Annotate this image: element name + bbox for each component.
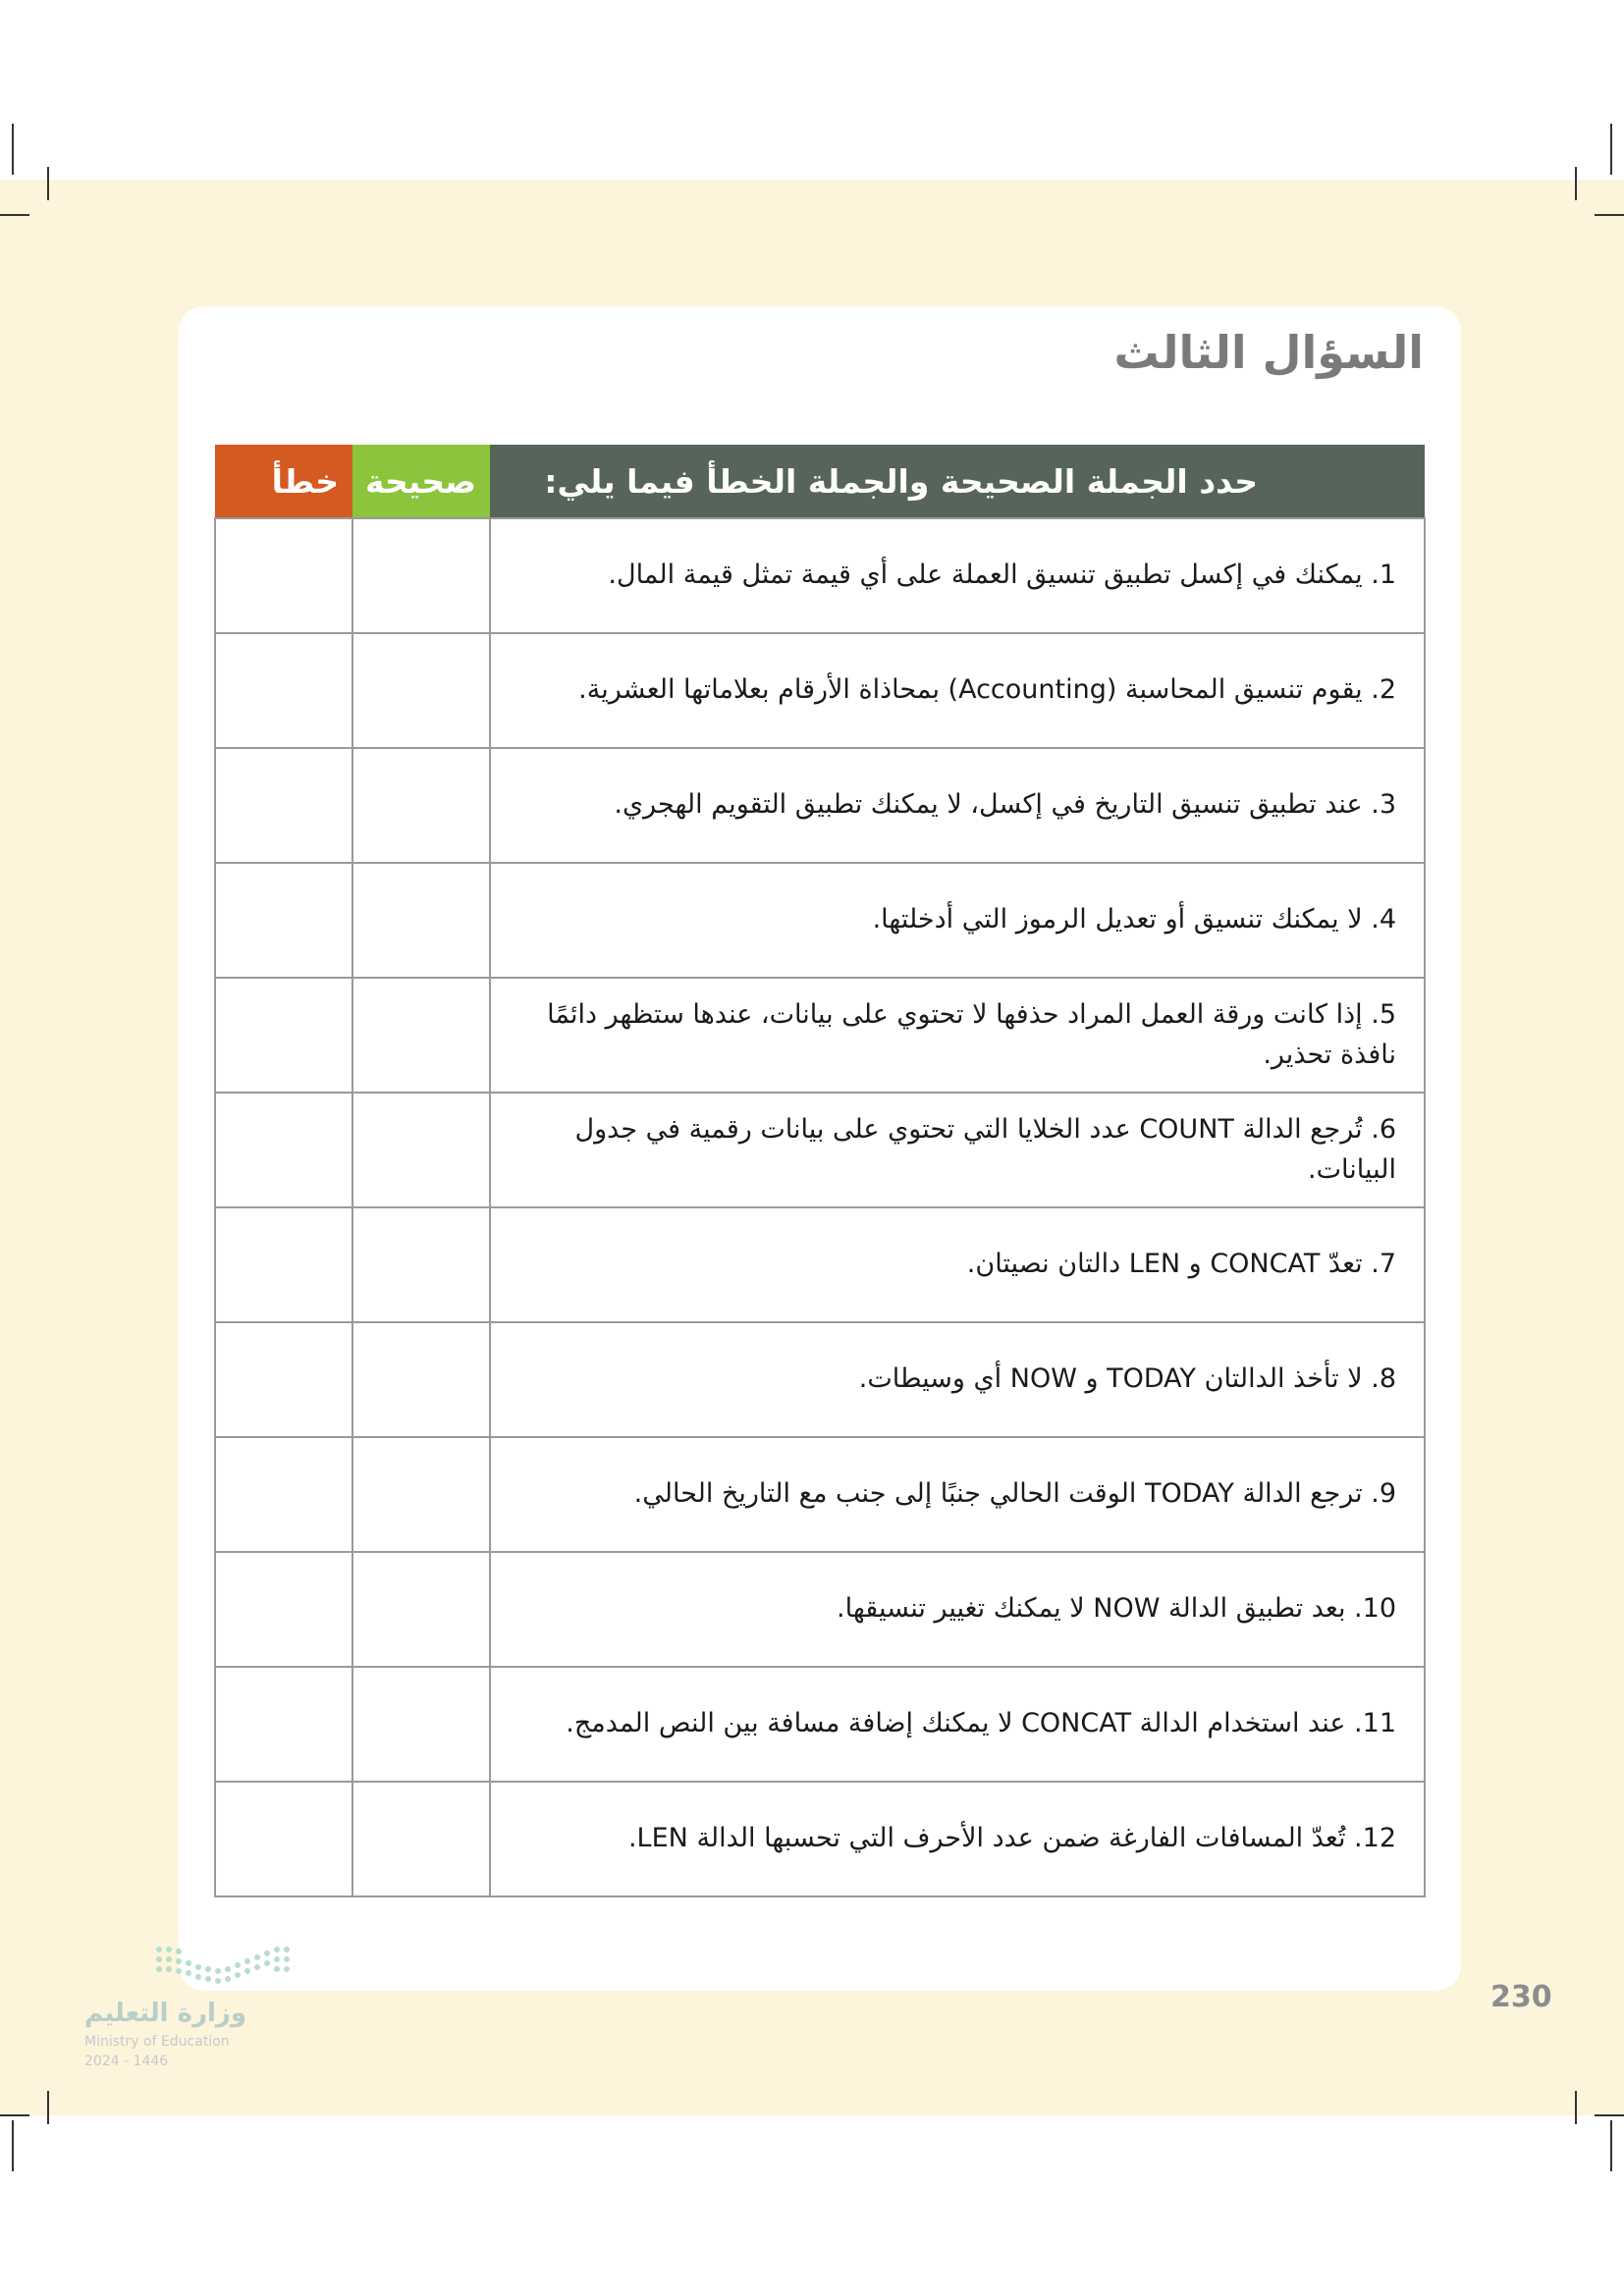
- false-answer-cell[interactable]: [215, 1782, 352, 1896]
- statement-header: حدد الجملة الصحيحة والجملة الخطأ فيما يلي:: [490, 445, 1425, 518]
- ministry-name-arabic: وزارة التعليم: [84, 1999, 246, 2028]
- statement-cell: 4. لا يمكنك تنسيق أو تعديل الرموز التي أدخلتها.: [490, 863, 1425, 978]
- crop-mark: [1610, 124, 1612, 175]
- statement-cell: 3. عند تطبيق تنسيق التاريخ في إكسل، لا يمكنك تطبيق التقويم الهجري.: [490, 748, 1425, 863]
- statement-cell: 8. لا تأخذ الدالتان TODAY و NOW أي وسيطات.: [490, 1322, 1425, 1437]
- true-answer-cell[interactable]: [352, 1322, 490, 1437]
- false-answer-cell[interactable]: [215, 748, 352, 863]
- crop-mark: [1575, 2091, 1577, 2124]
- true-answer-cell[interactable]: [352, 1437, 490, 1552]
- crop-mark: [1575, 167, 1577, 200]
- false-answer-cell[interactable]: [215, 1667, 352, 1782]
- statement-cell: 12. تُعدّ المسافات الفارغة ضمن عدد الأحرف التي تحسبها الدالة LEN.: [490, 1782, 1425, 1896]
- crop-mark: [12, 124, 14, 175]
- false-answer-cell[interactable]: [215, 1552, 352, 1667]
- true-answer-cell[interactable]: [352, 863, 490, 978]
- statement-cell: 11. عند استخدام الدالة CONCAT لا يمكنك إضافة مسافة بين النص المدمج.: [490, 1667, 1425, 1782]
- table-row: [215, 1437, 1425, 1552]
- true-answer-cell[interactable]: [352, 1552, 490, 1667]
- ministry-name-english: Ministry of Education: [84, 2034, 230, 2050]
- ministry-year: 2024 - 1446: [84, 2054, 169, 2069]
- true-answer-cell[interactable]: [352, 518, 490, 633]
- true-answer-cell[interactable]: [352, 1667, 490, 1782]
- false-answer-cell[interactable]: [215, 633, 352, 748]
- false-answer-cell[interactable]: [215, 518, 352, 633]
- table-row: [215, 748, 1425, 863]
- true-answer-cell[interactable]: [352, 1093, 490, 1207]
- crop-mark: [1595, 214, 1624, 216]
- false-answer-cell[interactable]: [215, 1322, 352, 1437]
- crop-mark: [47, 2091, 49, 2124]
- false-answer-cell[interactable]: [215, 978, 352, 1093]
- statement-cell: 9. ترجع الدالة TODAY الوقت الحالي جنبًا إلى جنب مع التاريخ الحالي.: [490, 1437, 1425, 1552]
- false-answer-cell[interactable]: [215, 1093, 352, 1207]
- crop-mark: [1595, 2114, 1624, 2116]
- table-row: [215, 518, 1425, 633]
- table-header-row: [215, 445, 1425, 518]
- true-answer-cell[interactable]: [352, 1782, 490, 1896]
- false-answer-cell[interactable]: [215, 1207, 352, 1322]
- crop-mark: [0, 2114, 29, 2116]
- true-answer-cell[interactable]: [352, 978, 490, 1093]
- statement-cell: 1. يمكنك في إكسل تطبيق تنسيق العملة على أي قيمة تمثل قيمة المال.: [490, 518, 1425, 633]
- true-header: صحيحة: [352, 445, 490, 518]
- statement-cell: 6. تُرجع الدالة COUNT عدد الخلايا التي تحتوي على بيانات رقمية في جدول البيانات.: [490, 1093, 1425, 1207]
- table-row: [215, 1552, 1425, 1667]
- ministry-logo-dots-icon: [151, 1942, 298, 1991]
- true-answer-cell[interactable]: [352, 1207, 490, 1322]
- table-row: [215, 1782, 1425, 1896]
- crop-mark: [1610, 2120, 1612, 2171]
- true-false-table: [214, 445, 1426, 1897]
- table-row: [215, 1667, 1425, 1782]
- false-answer-cell[interactable]: [215, 863, 352, 978]
- false-answer-cell[interactable]: [215, 1437, 352, 1552]
- page-number: 230: [1490, 1980, 1552, 2014]
- statement-cell: 5. إذا كانت ورقة العمل المراد حذفها لا تحتوي على بيانات، عندها ستظهر دائمًا نافذة تحذير.: [490, 978, 1425, 1093]
- statement-cell: 10. بعد تطبيق الدالة NOW لا يمكنك تغيير تنسيقها.: [490, 1552, 1425, 1667]
- true-answer-cell[interactable]: [352, 633, 490, 748]
- table-row: [215, 1093, 1425, 1207]
- statement-cell: 2. يقوم تنسيق المحاسبة (Accounting) بمحاذاة الأرقام بعلاماتها العشرية.: [490, 633, 1425, 748]
- crop-mark: [0, 214, 29, 216]
- crop-mark: [12, 2120, 14, 2171]
- ministry-logo: [82, 1942, 298, 2079]
- true-answer-cell[interactable]: [352, 748, 490, 863]
- question-title: السؤال الثالث: [1113, 326, 1424, 379]
- table-row: [215, 978, 1425, 1093]
- table-row: [215, 633, 1425, 748]
- table-row: [215, 1207, 1425, 1322]
- false-header: خطأ: [215, 445, 352, 518]
- table-row: [215, 863, 1425, 978]
- table-row: [215, 1322, 1425, 1437]
- statement-cell: 7. تعدّ CONCAT و LEN دالتان نصيتان.: [490, 1207, 1425, 1322]
- crop-mark: [47, 167, 49, 200]
